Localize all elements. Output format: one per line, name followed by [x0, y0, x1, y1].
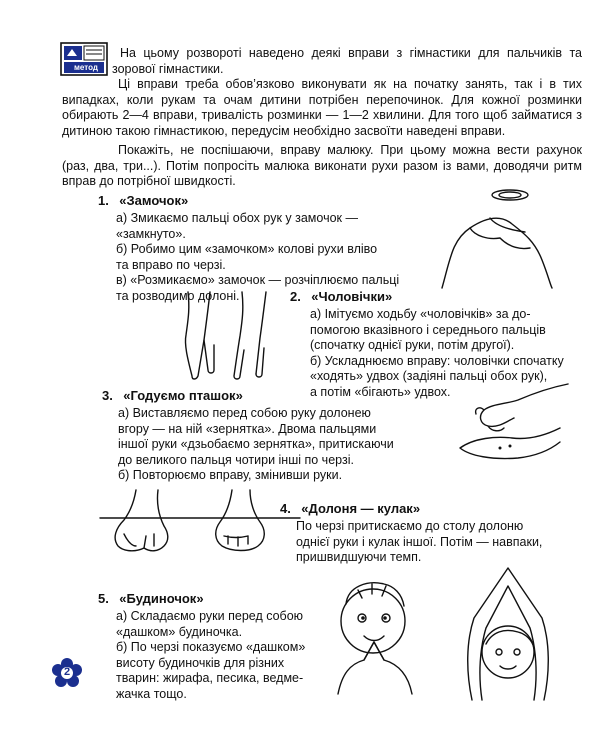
- exercise-title: «Будиночок»: [119, 591, 204, 606]
- exercise-5: [98, 590, 328, 702]
- exercise-number: 1.: [98, 193, 109, 208]
- method-icon: [60, 42, 108, 76]
- exercise-title: «Замочок»: [119, 193, 189, 208]
- exercise-line: а) Складаємо руки перед собою: [116, 609, 304, 623]
- exercise-line: висоту будиночків для різних: [116, 655, 285, 670]
- exercise-title: «Годуємо пташок»: [123, 388, 243, 403]
- exercise-line: пришвидшуючи темп.: [296, 550, 422, 564]
- exercise-line: а) Змикаємо пальці обох рук у замочок —: [116, 211, 358, 225]
- page-number-badge: [52, 658, 82, 688]
- exercise-3: [102, 387, 422, 484]
- walking-fingers-illustration: [168, 290, 288, 390]
- clasped-hands-illustration: [430, 180, 570, 290]
- exercise-line: «ходять» удвох (задіяні пальці обох рук),: [310, 369, 548, 383]
- exercise-line: в) «Розмикаємо» замочок — розчіплюємо пальці: [116, 273, 400, 287]
- exercise-number: 5.: [98, 591, 109, 606]
- exercise-title: «Чоловічки»: [311, 289, 393, 304]
- boy-roof-high-illustration: [452, 562, 572, 702]
- exercise-body: [118, 406, 422, 484]
- intro-paragraph-2: Ці вправи треба обов’язково виконувати як на початку занять, так і в тих випадках, коли рукам та очам дитини потрібен перепочинок. Для кожної розминки обирають 2—4 вправи, тривалість розминки — 1—2 хвилини. Для того щоб займатися з дитиною такою гімнастикою, передусім необхідно засвоїти наведені вправи.: [62, 77, 582, 138]
- exercise-title: «Долоня — кулак»: [301, 501, 421, 516]
- exercise-number: 4.: [280, 501, 291, 516]
- exercise-line: а) Виставляємо перед собою руку долонею: [118, 406, 371, 420]
- exercise-line: б) Робимо цим «замочком» колові рухи вліво: [116, 242, 378, 256]
- boy-roof-low-illustration: [328, 576, 438, 696]
- exercise-line: б) По черзі показуємо «дашком»: [116, 640, 306, 654]
- exercise-line: та вправо по черзі.: [116, 257, 226, 272]
- palm-fist-illustration: [100, 490, 300, 560]
- intro-text: [112, 46, 582, 77]
- exercise-number: 3.: [102, 388, 113, 403]
- exercise-line: «дашком» будиночка.: [116, 624, 243, 639]
- exercise-line: помогою вказівного і середнього пальців: [310, 322, 546, 337]
- exercise-line: іншої руки «дзьобаємо зернятка», притискаючи: [118, 437, 394, 451]
- exercise-line: однієї руки і кулак іншої. Потім — навпаки,: [296, 534, 543, 549]
- exercise-body: [116, 609, 328, 702]
- exercise-line: жачка тощо.: [116, 686, 187, 701]
- exercise-line: а) Імітуємо ходьбу «чоловічків» за до-: [310, 307, 531, 321]
- exercise-line: та розводимо долоні.: [116, 288, 240, 303]
- exercise-line: вгору — на ній «зернятка». Двома пальцями: [118, 421, 377, 436]
- exercise-4: [280, 500, 580, 566]
- exercise-line: до великого пальця чотири інші по черзі.: [118, 452, 354, 467]
- exercise-line: б) Повторюємо вправу, змінивши руки.: [118, 468, 343, 482]
- exercise-line: тварин: жирафа, песика, ведме-: [116, 671, 304, 685]
- intro-paragraph-1: На цьому розвороті наведено деякі вправи з гімнастики для пальчиків та зорової гімнастики.: [112, 46, 582, 76]
- exercise-line: а потім «бігають» удвох.: [310, 384, 451, 399]
- exercise-number: 2.: [290, 289, 301, 304]
- exercise-line: По черзі притискаємо до столу долоню: [296, 519, 524, 533]
- exercise-line: «замкнуто».: [116, 226, 186, 241]
- intro-paragraph-3: Покажіть, не поспішаючи, вправу малюку. При цьому можна вести рахунок (раз, два, три...). Потім попросіть малюка виконати рухи разом із вами, доводячи ритм вправ до потрібної швидкості.: [62, 143, 582, 188]
- exercise-line: б) Ускладнюємо вправу: чоловічки спочатку: [310, 353, 564, 368]
- method-label: метод: [74, 63, 98, 72]
- exercise-line: (спочатку однієї руки, потім другої).: [310, 338, 515, 352]
- feeding-birds-illustration: [440, 378, 570, 468]
- page-number: 2: [63, 666, 71, 678]
- exercise-body: [296, 519, 580, 566]
- intro-text-2: [62, 77, 582, 190]
